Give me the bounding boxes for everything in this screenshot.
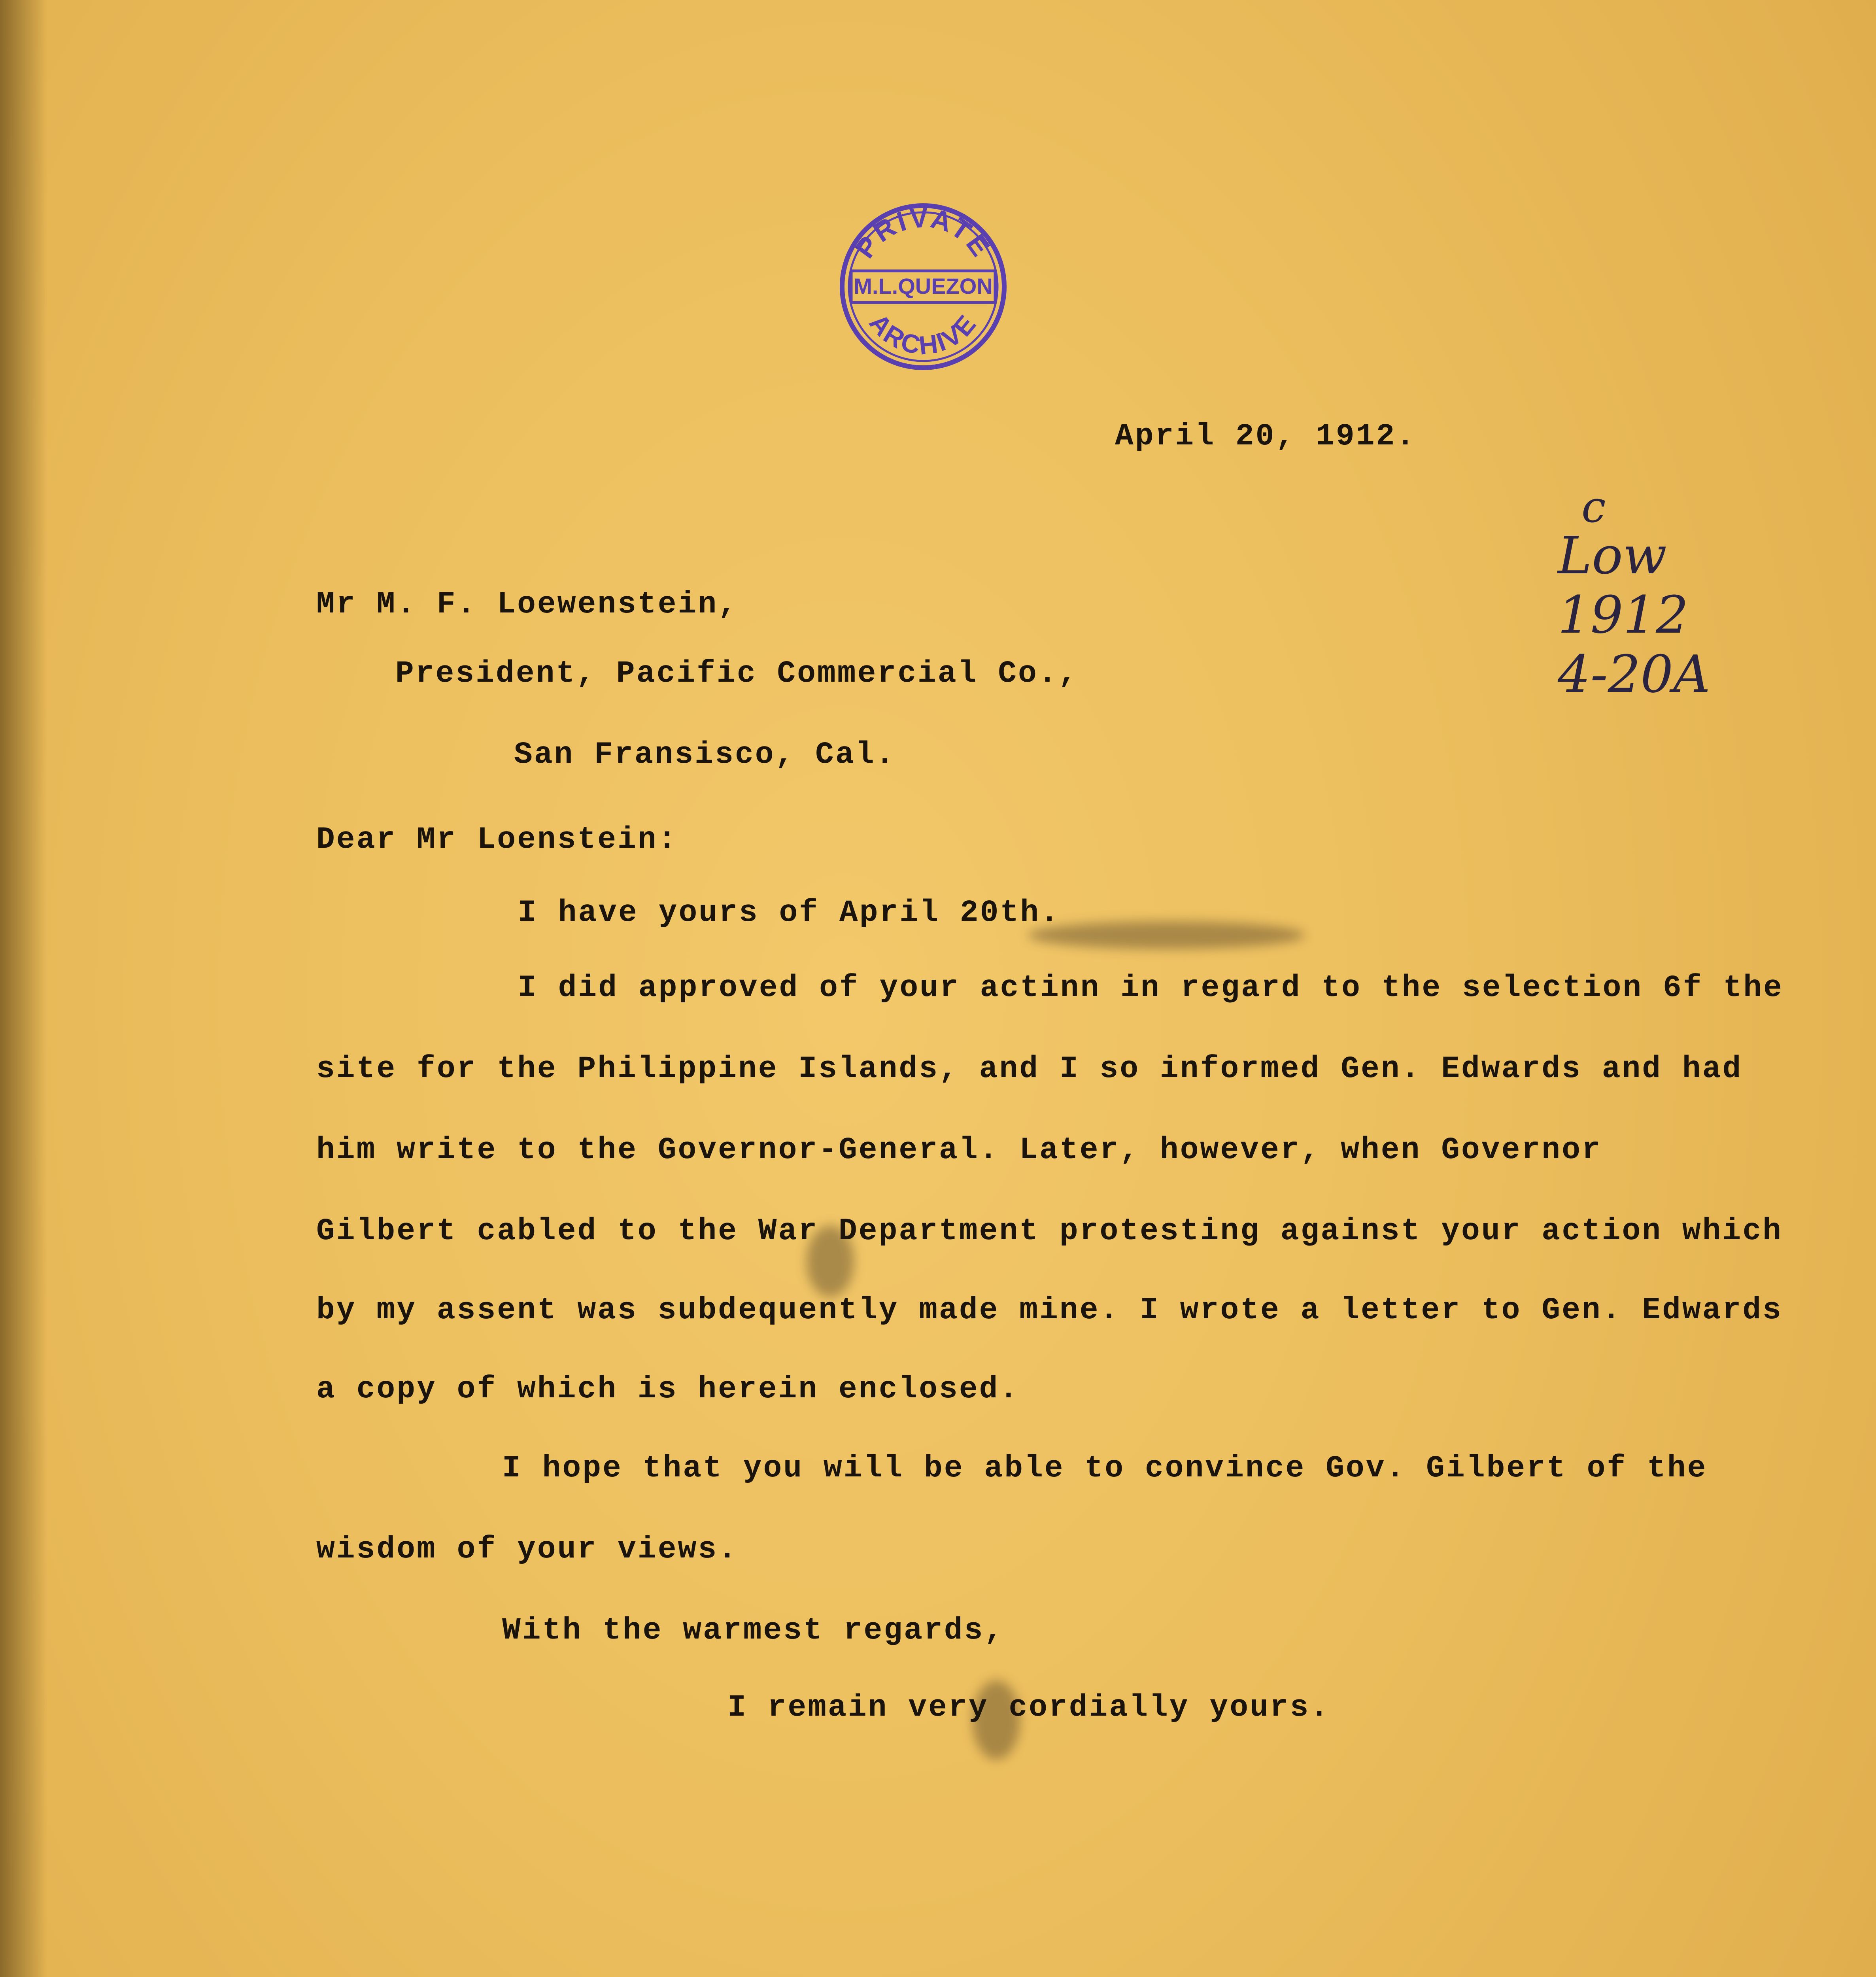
stamp-bottom-text: ARCHIVE	[863, 308, 983, 360]
recipient-city: San Fransisco, Cal.	[514, 737, 896, 772]
ink-smudge	[1028, 921, 1305, 949]
body-line: Gilbert cabled to the War Department protesting against your action which	[316, 1214, 1783, 1249]
body-line: I did approved of your actinn in regard to the selection 6f the	[518, 971, 1783, 1006]
private-archive-stamp	[836, 200, 1010, 374]
stamp-center-text: M.L.QUEZON	[854, 274, 993, 299]
body-line: I hope that you will be able to convince Gov. Gilbert of the	[502, 1451, 1708, 1486]
body-line: by my assent was subdequently made mine. I wrote a letter to Gen. Edwards	[316, 1293, 1783, 1328]
annotation-line-4: 4-20A	[1558, 644, 1710, 704]
annotation-line-3: 1912	[1558, 585, 1689, 645]
body-line: I have yours of April 20th.	[518, 896, 1060, 930]
svg-text:ARCHIVE	[864, 308, 982, 360]
page-edge-shadow	[0, 0, 47, 1977]
closing-regards: With the warmest regards,	[502, 1613, 1005, 1648]
closing-signoff: I remain very cordially yours.	[727, 1690, 1330, 1725]
annotation-line-1: c	[1581, 486, 1606, 532]
stamp-top-text: PRIVATE	[849, 202, 998, 264]
handwritten-annotation	[1534, 486, 1842, 708]
annotation-line-2: Low	[1558, 525, 1667, 586]
body-line: him write to the Governor-General. Later, however, when Governor	[316, 1133, 1602, 1168]
body-line: site for the Philippine Islands, and I so informed Gen. Edwards and had	[316, 1052, 1743, 1087]
recipient-name: Mr M. F. Loewenstein,	[316, 587, 738, 622]
salutation: Dear Mr Loenstein:	[316, 822, 678, 857]
body-line: wisdom of your views.	[316, 1532, 738, 1567]
letter-date: April 20, 1912.	[1115, 419, 1417, 454]
body-line: a copy of which is herein enclosed.	[316, 1372, 1020, 1407]
recipient-title: President, Pacific Commercial Co.,	[395, 656, 1079, 691]
